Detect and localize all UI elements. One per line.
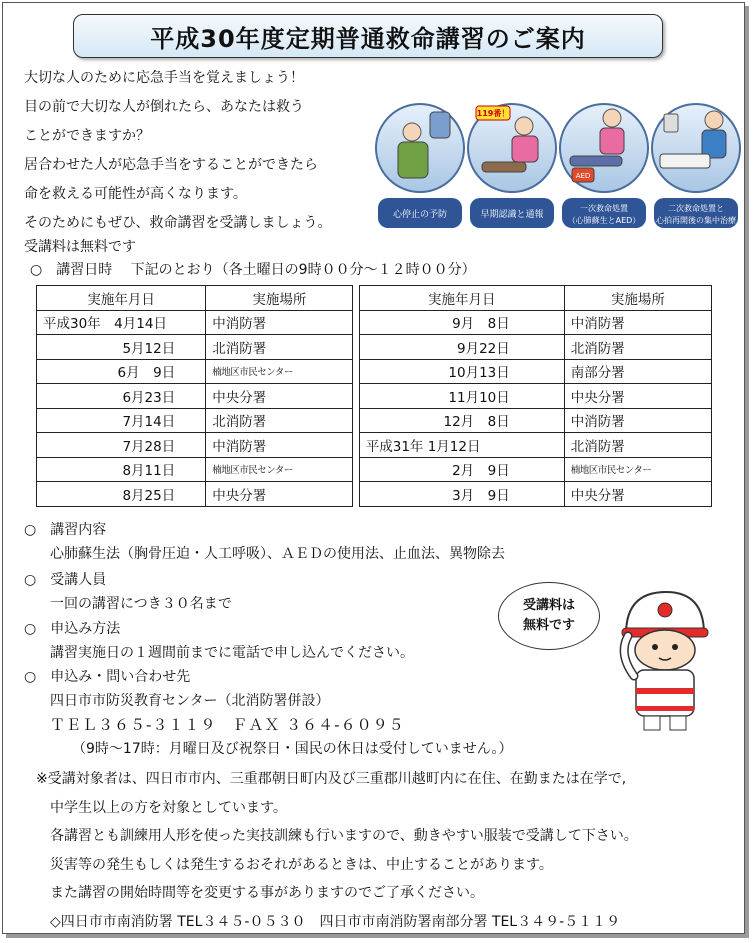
cell-place: 中消防署 — [206, 433, 353, 458]
cell-place: 中央分署 — [564, 384, 711, 409]
cell-place: 中消防署 — [564, 408, 711, 433]
cell-date: 平成31年 1月12日 — [359, 433, 564, 458]
table-row — [37, 433, 712, 458]
table-row — [37, 482, 712, 507]
table-row — [37, 335, 712, 360]
cell-place: 南部分署 — [564, 359, 711, 384]
bubble-line: 無料です — [522, 618, 575, 633]
cell-date: 6月 9日 — [37, 359, 206, 384]
capacity-text: 一回の講習につき３０名まで — [50, 596, 232, 612]
speech-bubble — [498, 582, 600, 650]
schedule-heading: ○ 講習日時 下記のとおり（各土曜日の9時００分～１２時００分） — [30, 262, 476, 278]
note-line: 各講習とも訓練用人形を使った実技訓練も行いますので、動きやすい服装で受講して下さい。 — [50, 828, 638, 844]
chain-label-4a: 二次救命処置と — [668, 204, 724, 213]
badge-119: 119番！ — [476, 109, 510, 118]
chain-label-3b: （心肺蘇生とAED） — [567, 216, 641, 225]
cell-place: 北消防署 — [206, 408, 353, 433]
intro-line: そのためにもぜひ、救命講習を受講しましょう。 — [24, 215, 332, 231]
cell-place: 楠地区市民センター — [564, 457, 711, 482]
content-text: 心肺蘇生法（胸骨圧迫・人工呼吸）、ＡＥＤの使用法、止血法、異物除去 — [50, 546, 505, 562]
cell-date: 9月22日 — [359, 335, 564, 360]
cell-place: 北消防署 — [206, 335, 353, 360]
intro-line: ことができますか？ — [24, 128, 150, 144]
col-header-place: 実施場所 — [206, 286, 353, 311]
footer-contact: ◇四日市市南消防署 TEL３４５-０５３０ 四日市市南消防署南部分署 TEL３４９-５１１９ — [50, 913, 621, 930]
cell-date: 平成30年 4月14日 — [37, 310, 206, 335]
table-row — [37, 408, 712, 433]
cell-place: 北消防署 — [564, 433, 711, 458]
cell-place: 楠地区市民センター — [206, 359, 353, 384]
intro-line: 目の前で大切な人が倒れたら、あなたは救う — [24, 99, 304, 115]
chain-link-2 — [468, 104, 556, 228]
cell-place: 中央分署 — [206, 384, 353, 409]
chain-label-3a: 一次救命処置 — [580, 204, 628, 213]
note-line: また講習の開始時間等を変更する事がありますのでご了承ください。 — [50, 885, 484, 901]
firefighter-mascot — [604, 584, 724, 734]
table-row — [37, 310, 712, 335]
contact-heading: ○ 申込み・問い合わせ先 — [24, 669, 191, 685]
cell-date: 8月11日 — [37, 457, 206, 482]
chain-of-survival-illustration — [374, 84, 744, 240]
content-section — [24, 518, 505, 566]
cell-date: 10月13日 — [359, 359, 564, 384]
cell-place: 中消防署 — [564, 310, 711, 335]
cell-date: 7月28日 — [37, 433, 206, 458]
table-row — [37, 359, 712, 384]
chain-link-3 — [560, 104, 648, 228]
note-line: 災害等の発生もしくは発生するおそれがあるときは、中止することがあります。 — [50, 856, 553, 873]
face — [635, 630, 695, 670]
cell-date: 5月12日 — [37, 335, 206, 360]
aed-label: AED — [575, 172, 591, 180]
fee-text: 受講料は無料です — [24, 239, 136, 255]
schedule-table — [36, 285, 712, 507]
contact-org: 四日市市防災教育センター（北消防署併設） — [50, 693, 330, 709]
contact-hours: （9時～17時：月曜日及び祝祭日・国民の休日は受付していません。） — [72, 741, 513, 757]
cell-date: 8月25日 — [37, 482, 206, 507]
chain-label-2: 早期認識と通報 — [480, 210, 544, 220]
contact-section — [24, 665, 513, 761]
apply-heading: ○ 申込み方法 — [24, 621, 121, 637]
bubble-line: 受講料は — [522, 598, 575, 613]
intro-text — [24, 64, 364, 238]
cell-date: 3月 9日 — [359, 482, 564, 507]
chain-label-4b: 心拍再開後の集中治療 — [656, 216, 736, 225]
intro-line: 居合わせた人が応急手当をすることができたら — [24, 157, 318, 173]
page-title — [73, 14, 663, 58]
capacity-section — [24, 568, 232, 616]
cell-place: 北消防署 — [564, 335, 711, 360]
apply-section — [24, 617, 414, 665]
table-header-row — [37, 286, 712, 311]
intro-line: 大切な人のために応急手当を覚えましょう！ — [24, 70, 304, 86]
chain-link-1 — [376, 104, 464, 228]
cell-date: 7月14日 — [37, 408, 206, 433]
table-row — [37, 384, 712, 409]
content-heading: ○ 講習内容 — [24, 522, 107, 538]
capacity-heading: ○ 受講人員 — [24, 572, 107, 588]
title-text: 平成30年度定期普通救命講習のご案内 — [150, 24, 586, 53]
intro-line: 命を救える可能性が高くなります。 — [24, 186, 247, 202]
cell-place: 中央分署 — [564, 482, 711, 507]
cell-date: 9月 8日 — [359, 310, 564, 335]
apply-text: 講習実施日の１週間前までに電話で申し込んでください。 — [50, 645, 414, 661]
contact-tel: ＴＥＬ３６５-３１１９ ＦＡＸ ３６４-６０９５ — [50, 716, 405, 734]
cell-date: 2月 9日 — [359, 457, 564, 482]
col-header-date: 実施年月日 — [359, 286, 564, 311]
cell-date: 12月 8日 — [359, 408, 564, 433]
note-line: ※受講対象者は、四日市市内、三重郡朝日町内及び三重郡川越町内に在住、在勤または在学で, — [36, 771, 627, 787]
notes — [36, 765, 638, 936]
cell-place: 中央分署 — [206, 482, 353, 507]
chain-link-4 — [652, 104, 740, 228]
note-line: 中学生以上の方を対象としています。 — [50, 799, 287, 816]
table-row — [37, 457, 712, 482]
cell-date: 6月23日 — [37, 384, 206, 409]
cell-place: 中消防署 — [206, 310, 353, 335]
col-header-place: 実施場所 — [564, 286, 711, 311]
col-header-date: 実施年月日 — [37, 286, 206, 311]
cell-place: 楠地区市民センター — [206, 457, 353, 482]
chain-label-1: 心停止の予防 — [392, 210, 448, 220]
cell-date: 11月10日 — [359, 384, 564, 409]
